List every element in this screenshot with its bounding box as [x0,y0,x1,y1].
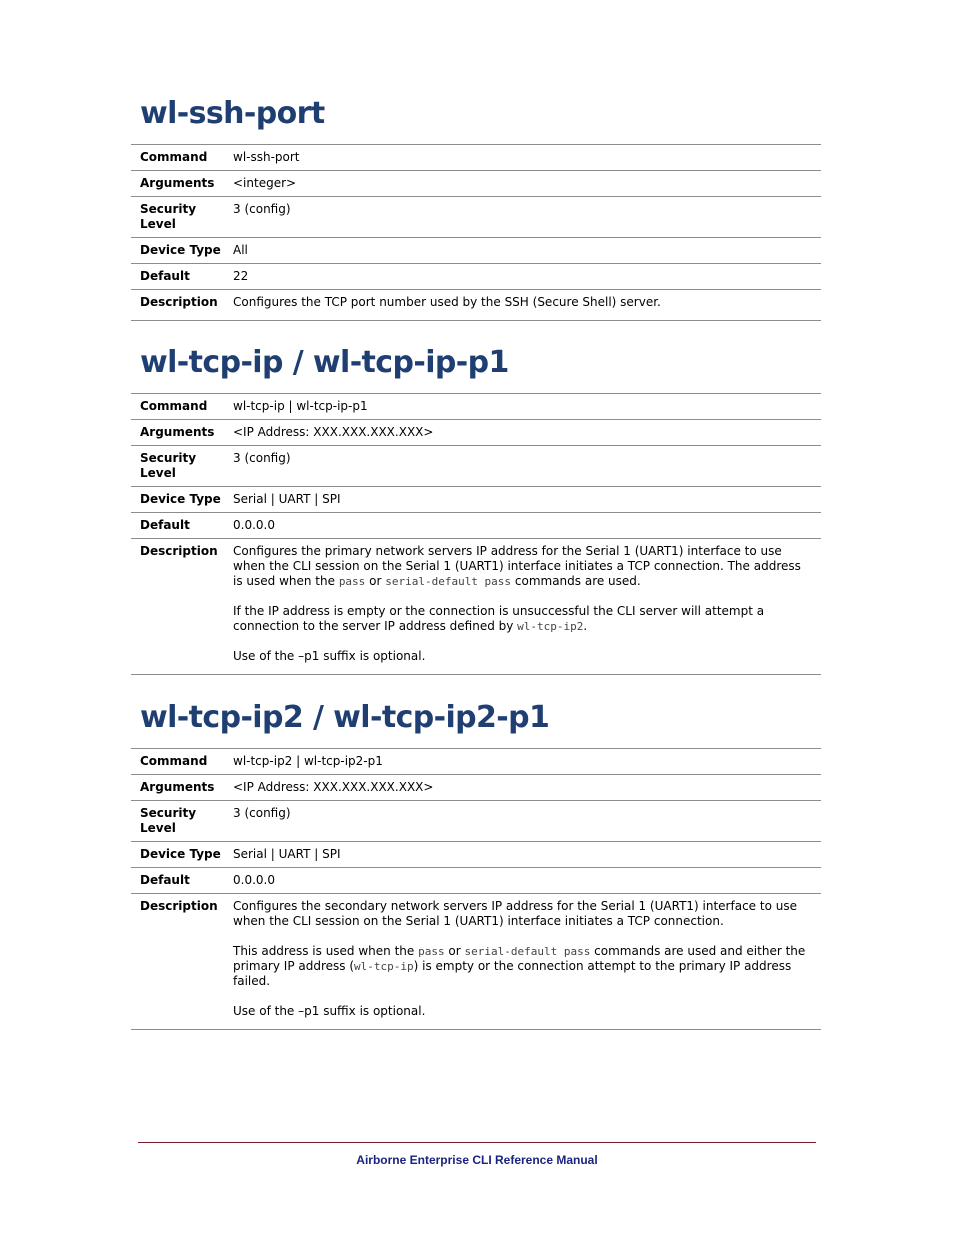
row-value: 0.0.0.0 [233,513,821,539]
command-table [131,393,821,675]
row-label: Security Level [131,197,233,238]
row-value: 22 [233,264,821,290]
paragraph-text: . [583,619,588,633]
paragraph-text: This address is used when the [233,944,419,958]
table-row [131,487,821,513]
table-row [131,868,821,894]
row-label: Arguments [131,775,233,801]
table-row [131,290,821,321]
section-title: wl-tcp-ip2 / wl-tcp-ip2-p1 [140,700,550,735]
code-serial-default-pass: serial-default pass [464,945,591,958]
row-label: Command [131,394,233,420]
table-row [131,264,821,290]
paragraph-text: If the IP address is empty or the connection is unsuccessful the CLI server will attempt a connection to the server IP address defined by [233,604,765,633]
row-value: <IP Address: XXX.XXX.XXX.XXX> [233,775,821,801]
paragraph-text: Configures the primary network servers IP address for the Serial 1 (UART1) interface to use when the CLI session on the Serial 1 (UART1) interface initiates a TCP connection. The address is used when the [233,544,801,588]
row-value: 3 (config) [233,446,821,487]
row-label: Default [131,264,233,290]
row-label: Security Level [131,801,233,842]
table-row [131,801,821,842]
row-label: Default [131,513,233,539]
code-serial-default-pass: serial-default pass [385,575,512,588]
row-label: Device Type [131,238,233,264]
description-paragraph: Configures the secondary network servers IP address for the Serial 1 (UART1) interface to use when the CLI session on the Serial 1 (UART1) interface initiates a TCP connection. [233,899,797,928]
table-row [131,539,821,675]
code-wl-tcp-ip2: wl-tcp-ip2 [517,620,584,633]
table-row [131,238,821,264]
section-title: wl-tcp-ip / wl-tcp-ip-p1 [140,345,509,380]
row-label: Command [131,145,233,171]
paragraph-text: or [444,944,465,958]
table-row [131,775,821,801]
row-label: Description [131,539,233,675]
row-value: Serial | UART | SPI [233,842,821,868]
row-label: Device Type [131,487,233,513]
row-label: Default [131,868,233,894]
code-pass: pass [418,945,445,958]
table-row [131,420,821,446]
table-row [131,894,821,1030]
table-row [131,171,821,197]
row-value: Serial | UART | SPI [233,487,821,513]
code-pass: pass [338,575,366,588]
row-label: Security Level [131,446,233,487]
row-label: Description [131,290,233,321]
table-row [131,197,821,238]
command-table [131,144,821,321]
description-paragraph [233,604,813,634]
paragraph-text: commands are used. [511,574,641,588]
row-label: Arguments [131,171,233,197]
row-value: 3 (config) [233,197,821,238]
code-wl-tcp-ip: wl-tcp-ip [354,960,414,973]
footer-divider [138,1142,816,1143]
row-label: Command [131,749,233,775]
row-value: <integer> [233,171,821,197]
row-value: 0.0.0.0 [233,868,821,894]
table-row [131,513,821,539]
row-value: wl-tcp-ip2 | wl-tcp-ip2-p1 [233,749,821,775]
command-table [131,748,821,1030]
paragraph-text: commands are used and either the primary IP address ( [233,944,806,973]
description-paragraph: Use of the –p1 suffix is optional. [233,649,426,663]
row-value: wl-tcp-ip | wl-tcp-ip-p1 [233,394,821,420]
row-value: 3 (config) [233,801,821,842]
section-title: wl-ssh-port [140,96,325,131]
row-value: <IP Address: XXX.XXX.XXX.XXX> [233,420,821,446]
table-row [131,145,821,171]
paragraph-text: or [365,574,386,588]
description-paragraph [233,544,813,589]
footer-manual-title: Airborne Enterprise CLI Reference Manual [356,1153,598,1167]
row-label: Description [131,894,233,1030]
table-row [131,446,821,487]
description-value [233,539,821,675]
description-value [233,894,821,1030]
description-paragraph [233,944,813,989]
table-row [131,842,821,868]
row-value: Configures the TCP port number used by the SSH (Secure Shell) server. [233,290,821,321]
paragraph-text: ) is empty or the connection attempt to the primary IP address failed. [233,959,792,988]
row-value: All [233,238,821,264]
row-label: Device Type [131,842,233,868]
row-value: wl-ssh-port [233,145,821,171]
table-row [131,749,821,775]
table-row [131,394,821,420]
row-label: Arguments [131,420,233,446]
description-paragraph: Use of the –p1 suffix is optional. [233,1004,426,1018]
